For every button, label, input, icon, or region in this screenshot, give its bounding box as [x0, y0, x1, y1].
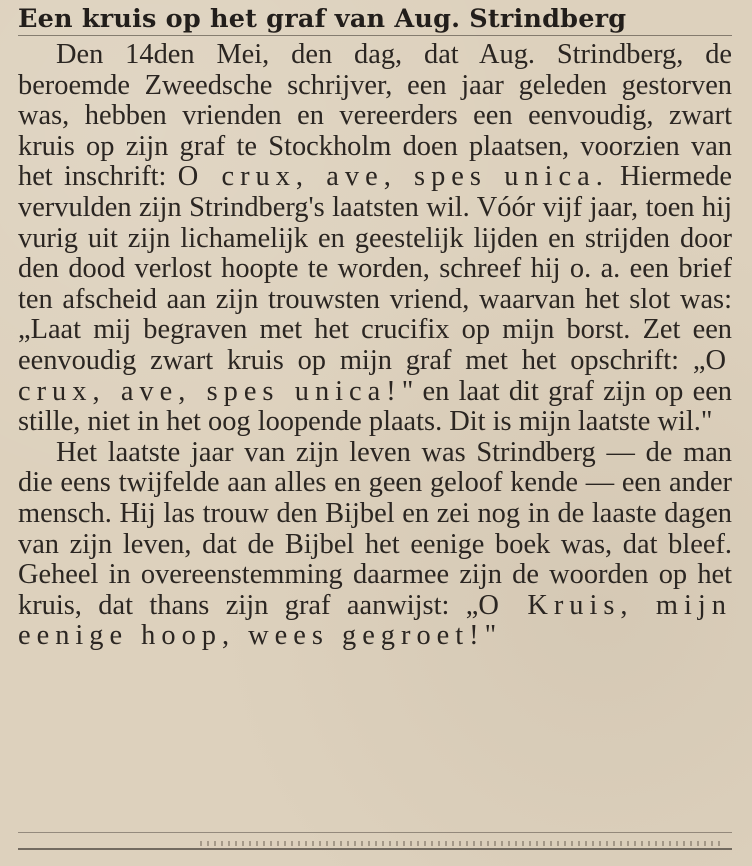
paragraph-2-text: Het laatste jaar van zijn leven was Strindberg — de man die eens twijfelde aan alles en geen geloof kende — een ander mensch. Hij las trouw den Bijbel en zei nog in de laaste dagen van zijn leven, dat de Bijbel het eenige boek was, dat bleef. Geheel in overeenstemming daarmee zijn de woorden op het kruis, dat thans zijn graf aanwijst: „: [18, 436, 732, 621]
article-paragraph-2: [18, 438, 732, 652]
bottom-rule-thick: [18, 848, 732, 850]
paragraph-2-text-end: ": [484, 620, 497, 652]
paragraph-1-text-end: " en laat dit graf zijn op een stille, niet in het oog loopende plaats. Dit is mijn laatste wil.": [18, 375, 732, 438]
paragraph-1-text: Den 14den Mei, den dag, dat Aug. Strindberg, de beroemde Zweedsche schrijver, een jaar geleden gestorven was, hebben vrienden en vereerders een eenvoudig, zwart kruis op zijn graf te Stockholm doen plaatsen, voorzien van het inschrift:: [18, 39, 732, 193]
headline-rule: [18, 35, 732, 36]
paragraph-1-text-continued: Hiermede vervulden zijn Strindberg's laatsten wil. Vóór vijf jaar, toen hij vurig uit zijn lichamelijk en geestelijk lijden en strijden door den dood verlost hoopte te worden, schreef hij o. a. een brief ten afscheid aan zijn trouwsten vriend, waarvan het slot was: „Laat mij begraven met het crucifix op mijn borst. Zet een eenvoudig zwart kruis op mijn graf met het opschrift: „: [18, 161, 732, 376]
article-headline: Een kruis op het graf van Aug. Strindberg: [18, 4, 627, 34]
dutch-inscription: O Kruis, mijn eenige hoop, wees gegroet!: [18, 589, 732, 652]
latin-inscription-quoted: O crux, ave, spes unica!: [18, 344, 732, 407]
article-body: [18, 40, 732, 652]
bottom-rule-thin: [18, 832, 732, 833]
bottom-dotted-rule: [200, 841, 720, 846]
article-paragraph-1: [18, 40, 732, 438]
latin-inscription: O crux, ave, spes unica.: [177, 161, 609, 193]
